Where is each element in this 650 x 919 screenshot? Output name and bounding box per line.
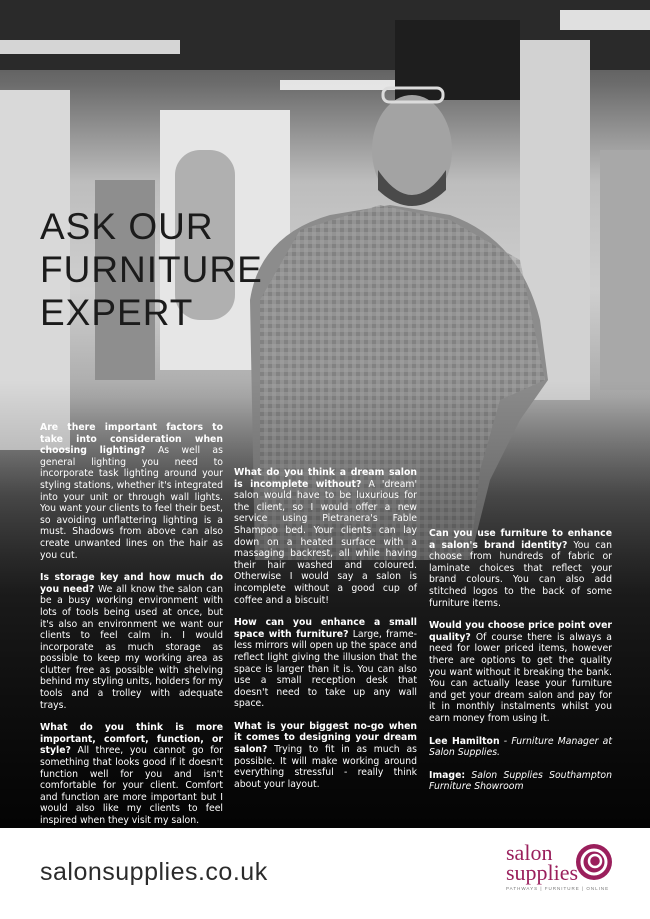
qa-block — [234, 617, 417, 710]
salon-supplies-logo — [506, 840, 616, 896]
answer: Large, frame-less mirrors will open up the space and reflect light giving the illusion that the space is larger than it is. You can also use a small reception desk that doesn't need to take up any wall space. — [234, 628, 417, 710]
answer: We all know the salon can be a busy working environment with lots of tools being used at once, but it's also an environment we want our clients to feel calm in. I would incorporate as much storage as possible to keep my working area as clutter free as possible with shelving behind my styling units, holders for my tools and a trolley with adequate trays. — [40, 583, 223, 711]
swirl-logo-icon — [574, 842, 614, 882]
website-link[interactable]: salonsupplies.co.uk — [40, 858, 268, 886]
headline-line-2: FURNITURE — [40, 249, 263, 290]
answer: Of course there is always a need for lower priced items, however there are options to get the quality you want without it breaking the bank. You can actually lease your furniture and get your dream salon and pay for it in monthly instalments whilst you earn money from using it. — [429, 631, 612, 724]
question: Would you choose price point over quality? — [429, 620, 612, 643]
headline — [40, 205, 300, 334]
image-credit-text: Salon Supplies Southampton Furniture Showroom — [429, 769, 612, 793]
author-separator: - — [499, 735, 512, 747]
author-name: Lee Hamilton — [429, 735, 500, 747]
headline-line-1: ASK OUR — [40, 206, 214, 247]
question: What do you think a dream salon is incomplete without? — [234, 467, 417, 490]
author-role: Furniture Manager at Salon Supplies. — [429, 735, 613, 759]
text-column-1 — [40, 422, 223, 828]
logo-word-supplies: supplies — [506, 860, 579, 885]
qa-block — [234, 721, 417, 791]
image-credit — [429, 770, 612, 793]
question: What do you think is more important, comfort, function, or style? — [40, 722, 223, 757]
qa-block — [429, 620, 612, 724]
answer: A 'dream' salon would have to be luxurious for the client, so I would offer a new service using Pietranera's Fable Shampoo bed. Your clients can lay down on a heated surface with a massaging backrest, all while having their hair washed and coloured. Otherwise I would say a salon is incomplete without a good cup of coffee and a biscuit! — [234, 478, 417, 606]
question: Are there important factors to take into consideration when choosing lighting? — [40, 422, 223, 457]
qa-block — [40, 422, 223, 561]
image-credit-label: Image: — [429, 769, 466, 781]
logo-word-salon: salon — [506, 840, 553, 865]
logo-tagline: PATHWAYS | FURNITURE | ONLINE — [506, 886, 610, 891]
question: Can you use furniture to enhance a salon's brand identity? — [429, 528, 612, 551]
qa-block — [234, 467, 417, 606]
headline-line-3: EXPERT — [40, 292, 194, 333]
answer: All three, you cannot go for something that looks good if it doesn't function well for you and isn't comfortable for your client. Comfort and function are more important but I would also like my clients to feel inspired when they visit my salon. — [40, 745, 223, 826]
question: Is storage key and how much do you need? — [40, 572, 223, 595]
author-credit — [429, 736, 612, 759]
text-column-2 — [234, 467, 417, 801]
qa-block — [40, 722, 223, 826]
qa-block — [40, 572, 223, 711]
qa-block — [429, 528, 612, 609]
answer: As well as general lighting you need to incorporate task lighting around your styling stations, whether it's integrated into your unit or through wall lights. You want your clients to feel their best, so avoiding unflattering lighting is a must. Shadows from above can also create unwanted lines on the hair as you cut. — [40, 445, 224, 561]
answer: Trying to fit in as much as possible. It will make working around everything stressful - really think about your layout. — [234, 744, 417, 790]
text-column-3 — [429, 528, 612, 804]
question: What is your biggest no-go when it comes to designing your dream salon? — [234, 720, 417, 756]
question: How can you enhance a small space with furniture? — [234, 617, 417, 640]
answer: You can choose from hundreds of fabric or laminate choices that reflect your brand colours. You can also add stitched logos to the back of some furniture items. — [429, 539, 612, 609]
